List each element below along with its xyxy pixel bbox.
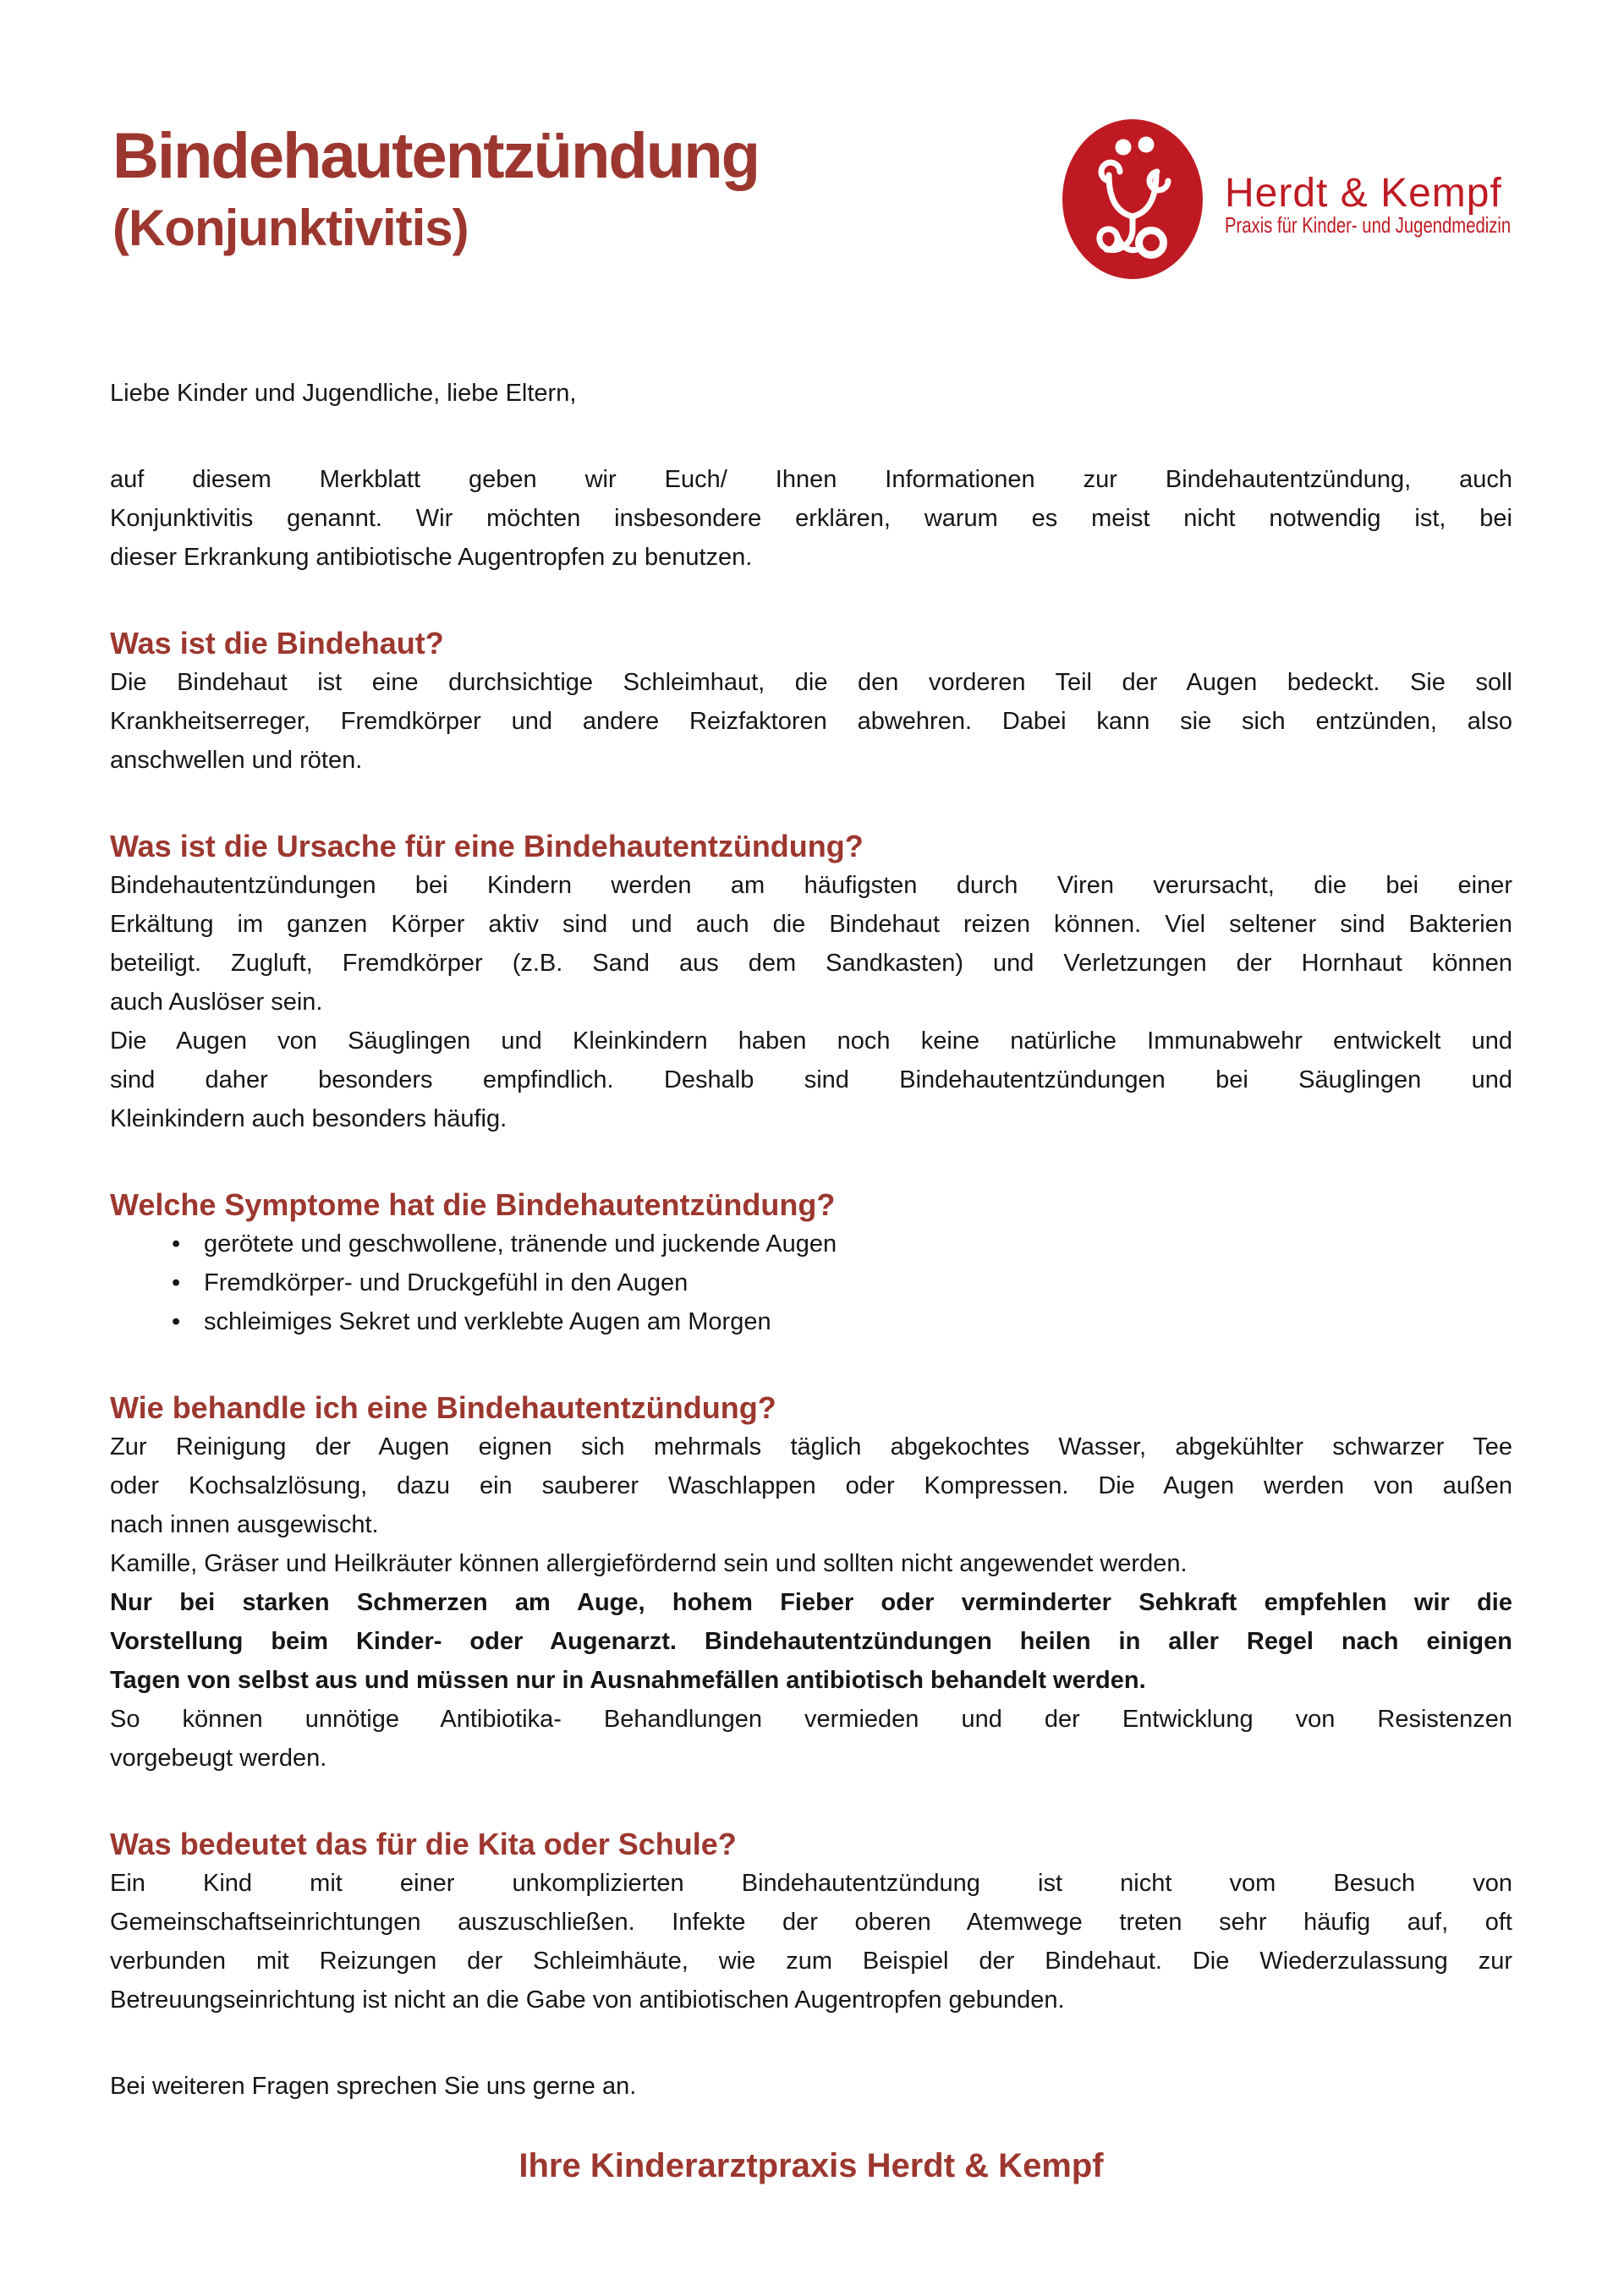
paragraph (110, 663, 1512, 780)
paragraph (110, 460, 1512, 577)
logo-tagline: Praxis für Kinder- und Jugendmedizin (1225, 212, 1512, 238)
paragraph (110, 1022, 1512, 1138)
section-heading: Was ist die Ursache für eine Bindehautentzündung? (110, 829, 864, 863)
document-body (110, 374, 1512, 2185)
bullet-item: • Fremdkörper- und Druckgefühl in den Augen (204, 1263, 1512, 1302)
document-sections (110, 374, 1512, 2106)
paragraph (110, 1864, 1512, 2019)
section-heading: Wie behandle ich eine Bindehautentzündung? (110, 1390, 776, 1425)
practice-logo (1062, 119, 1536, 288)
text-line: sind daher besonders empfindlich. Deshalb sind Bindehautentzündungen bei Säuglingen und (110, 1066, 1512, 1093)
section-heading: Was ist die Bindehaut? (110, 626, 444, 660)
text-line: Krankheitserreger, Fremdkörper und andere Reizfaktoren abwehren. Dabei kann sie sich entzünden, also (110, 708, 1512, 735)
document-section (110, 2067, 1512, 2106)
paragraph (110, 374, 1512, 413)
text-line: Konjunktivitis genannt. Wir möchten insbesondere erklären, warum es meist nicht notwendig ist, bei (110, 505, 1512, 532)
paragraph (110, 1544, 1512, 1583)
bullet-item: • schleimiges Sekret und verklebte Augen am Morgen (204, 1302, 1512, 1341)
text-line: Zur Reinigung der Augen eignen sich mehrmals täglich abgekochtes Wasser, abgekühlter schwarzer Tee (110, 1433, 1512, 1460)
text-line: Betreuungseinrichtung ist nicht an die Gabe von antibiotischen Augentropfen gebunden. (110, 1986, 1065, 2014)
logo-practice-name: Herdt & Kempf (1225, 171, 1502, 216)
paragraph (110, 1700, 1512, 1778)
text-line: auf diesem Merkblatt geben wir Euch/ Ihnen Informationen zur Bindehautentzündung, auch (110, 466, 1512, 493)
document-section (110, 1825, 1512, 2019)
bullet-item: • gerötete und geschwollene, tränende und juckende Augen (204, 1225, 1512, 1263)
text-line: Gemeinschaftseinrichtungen auszuschließen. Infekte der oberen Atemwege treten sehr häufig auf, oft (110, 1909, 1512, 1936)
paragraph (110, 866, 1512, 1022)
section-heading: Was bedeutet das für die Kita oder Schule? (110, 1827, 737, 1861)
document-section (110, 1186, 1512, 1341)
text-line: Liebe Kinder und Jugendliche, liebe Eltern, (110, 380, 577, 407)
page-subtitle: (Konjunktivitis) (112, 200, 469, 256)
paragraph (110, 1583, 1512, 1700)
text-line: auch Auslöser sein. (110, 989, 323, 1016)
document-section (110, 624, 1512, 780)
section-heading: Welche Symptome hat die Bindehautentzündung? (110, 1187, 836, 1222)
text-line: So können unnötige Antibiotika- Behandlungen vermieden und der Entwicklung von Resistenzen (110, 1706, 1512, 1733)
text-line: Kleinkindern auch besonders häufig. (110, 1105, 508, 1132)
text-line: dieser Erkrankung antibiotische Augentropfen zu benutzen. (110, 544, 753, 571)
document-section (110, 827, 1512, 1138)
document-section (110, 1389, 1512, 1778)
text-line: oder Kochsalzlösung, dazu ein sauberer Waschlappen oder Kompressen. Die Augen werden von außen (110, 1472, 1512, 1499)
footer-signature: Ihre Kinderarztpraxis Herdt & Kempf (518, 2147, 1104, 2184)
text-line: Die Bindehaut ist eine durchsichtige Schleimhaut, die den vorderen Teil der Augen bedeckt. Sie soll (110, 669, 1512, 696)
document-section (110, 374, 1512, 413)
text-line: Bindehautentzündungen bei Kindern werden am häufigsten durch Viren verursacht, die bei einer (110, 872, 1512, 899)
text-line: nach innen ausgewischt. (110, 1511, 379, 1538)
text-line: Die Augen von Säuglingen und Kleinkindern haben noch keine natürliche Immunabwehr entwickelt und (110, 1027, 1512, 1055)
text-line: anschwellen und röten. (110, 747, 363, 774)
text-line: Vorstellung beim Kinder- oder Augenarzt. Bindehautentzündungen heilen in aller Regel nach einigen (110, 1628, 1512, 1655)
page-title: Bindehautentzündung (112, 120, 760, 192)
text-line: beteiligt. Zugluft, Fremdkörper (z.B. Sand aus dem Sandkasten) und Verletzungen der Hornhaut können (110, 950, 1512, 977)
text-line: Erkältung im ganzen Körper aktiv sind und auch die Bindehaut reizen können. Viel seltener sind Bakterien (110, 911, 1512, 938)
paragraph (110, 2067, 1512, 2106)
text-line: Ein Kind mit einer unkomplizierten Bindehautentzündung ist nicht vom Besuch von (110, 1870, 1512, 1897)
text-line: verbunden mit Reizungen der Schleimhäute, wie zum Beispiel der Bindehaut. Die Wiederzulassung zur (110, 1948, 1512, 1975)
text-line: Tagen von selbst aus und müssen nur in Ausnahmefällen antibiotisch behandelt werden. (110, 1667, 1146, 1694)
text-line: Nur bei starken Schmerzen am Auge, hohem Fieber oder verminderter Sehkraft empfehlen wir die (110, 1589, 1512, 1616)
text-line: Kamille, Gräser und Heilkräuter können allergiefördernd sein und sollten nicht angewendet werden. (110, 1550, 1188, 1577)
stethoscope-icon (1062, 119, 1203, 279)
paragraph (110, 1427, 1512, 1544)
text-line: vorgebeugt werden. (110, 1745, 327, 1772)
bullet-list (110, 1225, 1512, 1341)
text-line: Bei weiteren Fragen sprechen Sie uns gerne an. (110, 2073, 637, 2100)
document-section (110, 460, 1512, 577)
